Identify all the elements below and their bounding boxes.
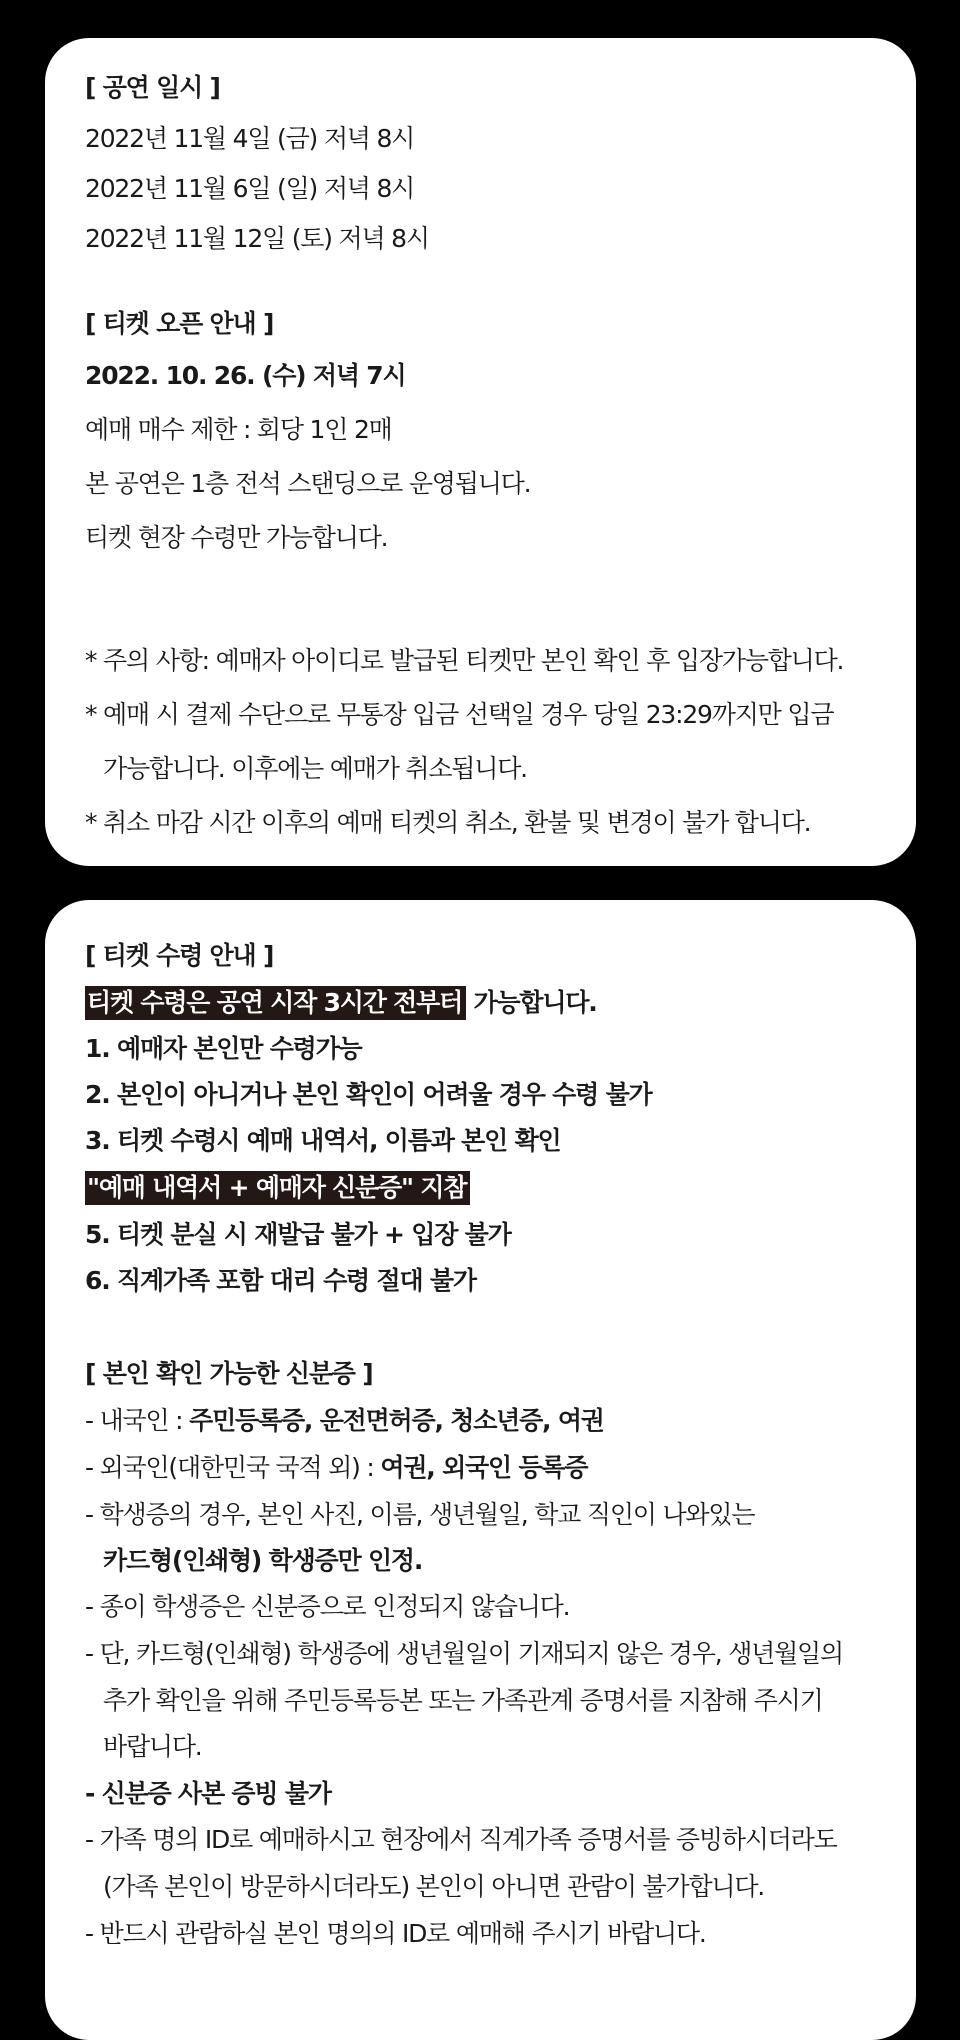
notice-line: * 취소 마감 시간 이후의 예매 티켓의 취소, 환불 및 변경이 불가 합니다. (85, 808, 811, 837)
pickup-time-rest: 가능합니다. (466, 988, 597, 1017)
pickup-rule: 5. 티켓 분실 시 재발급 불가 + 입장 불가 (85, 1220, 511, 1249)
pickup-time-notice (85, 985, 597, 1021)
id-student-line: 카드형(인쇄형) 학생증만 인정. (103, 1546, 423, 1575)
pickup-rule: 1. 예매자 본인만 수령가능 (85, 1034, 362, 1063)
id-foreign (85, 1450, 587, 1486)
pickup-rule: 3. 티켓 수령시 예매 내역서, 이름과 본인 확인 (85, 1126, 561, 1155)
id-copy-not-allowed: - 신분증 사본 증빙 불가 (85, 1779, 331, 1808)
pickup-rule-highlight-line (85, 1170, 470, 1206)
id-family-line: - 가족 명의 ID로 예매하시고 현장에서 직계가족 증명서를 증빙하시더라도 (85, 1825, 837, 1854)
pickup-rule: 6. 직계가족 포함 대리 수령 절대 불가 (85, 1266, 476, 1295)
id-student-line: - 학생증의 경우, 본인 사진, 이름, 생년월일, 학교 직인이 나와있는 (85, 1500, 755, 1529)
id-foreign-value: 여권, 외국인 등록증 (380, 1453, 588, 1482)
pickup-time-highlight: 티켓 수령은 공연 시작 3시간 전부터 (85, 986, 466, 1020)
id-domestic (85, 1403, 604, 1439)
notice-line: * 주의 사항: 예매자 아이디로 발급된 티켓만 본인 확인 후 입장가능합니다. (85, 646, 844, 675)
id-domestic-label: - 내국인 : (85, 1406, 190, 1435)
id-heading: [ 본인 확인 가능한 신분증 ] (85, 1359, 373, 1388)
schedule-item: 2022년 11월 12일 (토) 저녁 8시 (85, 224, 429, 253)
id-domestic-value: 주민등록증, 운전면허증, 청소년증, 여권 (189, 1406, 604, 1435)
id-card-student-line: 추가 확인을 위해 주민등록등본 또는 가족관계 증명서를 지참해 주시기 (103, 1686, 823, 1715)
id-paper-student: - 종이 학생증은 신분증으로 인정되지 않습니다. (85, 1592, 570, 1621)
id-family-line: (가족 본인이 방문하시더라도) 본인이 아니면 관람이 불가합니다. (103, 1872, 765, 1901)
schedule-item: 2022년 11월 6일 (일) 저녁 8시 (85, 174, 415, 203)
ticket-open-date: 2022. 10. 26. (수) 저녁 7시 (85, 361, 406, 390)
ticket-pickup-card (45, 900, 916, 2040)
id-own-line: - 반드시 관람하실 본인 명의의 ID로 예매해 주시기 바랍니다. (85, 1919, 706, 1948)
id-card-student-line: - 단, 카드형(인쇄형) 학생증에 생년월일이 기재되지 않은 경우, 생년월일의 (85, 1639, 843, 1668)
notice-line: * 예매 시 결제 수단으로 무통장 입금 선택일 경우 당일 23:29까지만 입금 (85, 700, 834, 729)
ticket-open-line: 티켓 현장 수령만 가능합니다. (85, 523, 388, 552)
pickup-rule-highlight: "예매 내역서 + 예매자 신분증" 지참 (85, 1171, 470, 1205)
schedule-item: 2022년 11월 4일 (금) 저녁 8시 (85, 124, 415, 153)
ticket-open-heading: [ 티켓 오픈 안내 ] (85, 309, 274, 338)
schedule-heading: [ 공연 일시 ] (85, 73, 220, 102)
ticket-open-line: 예매 매수 제한 : 회당 1인 2매 (85, 415, 392, 444)
ticket-open-line: 본 공연은 1층 전석 스탠딩으로 운영됩니다. (85, 469, 531, 498)
id-foreign-label: - 외국인(대한민국 국적 외) : (85, 1453, 381, 1482)
notice-line: 가능합니다. 이후에는 예매가 취소됩니다. (103, 754, 527, 783)
pickup-rule: 2. 본인이 아니거나 본인 확인이 어려울 경우 수령 불가 (85, 1080, 652, 1109)
id-card-student-line: 바랍니다. (103, 1732, 202, 1761)
ticket-info-card (45, 38, 916, 866)
pickup-heading: [ 티켓 수령 안내 ] (85, 941, 274, 970)
